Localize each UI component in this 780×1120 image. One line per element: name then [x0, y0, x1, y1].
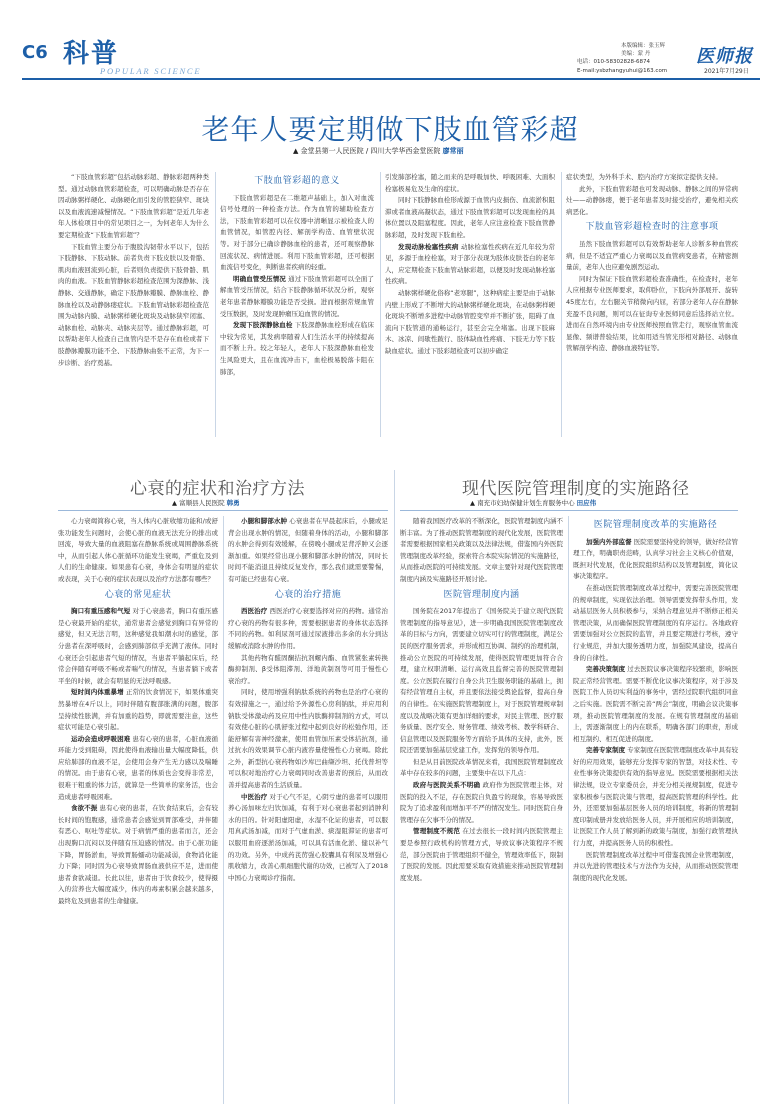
paragraph: 同时下肢静脉血栓形成源于血管内皮损伤、血流淤积阻滞或者血液高凝状态，通过下肢血管彩超可以发现血栓的具体位置以及阻塞程度。因此，老年人应注意检查下肢血管静脉彩超，及时发现下肢血栓。: [385, 196, 555, 239]
paragraph: 在推动医院管理制度改革过程中，需要完善医院管理的规章制度，实现依法治理。领导需要发挥带头作用，发动基层医务人员积极参与，采纳合理意见并不断修正相关管理决策，从而确保医院管理制度的有序运行。各地政府需要加强对公立医院的监管，并且要定期进行考核，遵守行业规范，并加大服务透明力度，加强院风建设，提高自身的自律性。: [573, 583, 738, 662]
keyword: 明确血管受压情况: [233, 274, 286, 283]
paragraph-text: 下肢深静脉血栓形成在临床中较为常见，其发病率随着人们生活水平的持续提高而不断上升。较之年轻人，老年人下肢深静脉血栓发生风险更大，且在血流冲击下，血栓极易脱落卡阻在肺部，: [220, 321, 374, 376]
keyword: 管理制度不规范: [413, 827, 461, 836]
section-title: 科普: [63, 39, 120, 69]
column-divider: [215, 172, 216, 437]
paragraph-text: 过去医院议事决策程序较繁琐，影响医院正常经营管理。需要不断优化议事决策程序，对于涉及医院工作人员切实利益的事务中，需经过院职代组织同意之后实施。医院需不断完善“两会”制度，明确会议决策事项，推动医院管理制度的发展。在规有管理制度的基础上，需逐渐制度上的内在联系，明确各部门的职责，形成相互制约、相互促进的制度。: [573, 665, 738, 743]
paragraph-text: 正常的饮食情况下，如果体重突然暴增在4斤以上，同时伴随有腹部胀满的问题，腹部呈持续性胀满，并有加重的趋势，即就需要注意，这些症状可能是心衰引起。: [58, 688, 218, 732]
byline-affiliation: ▲ 南充市妇幼保健计划生育服务中心: [470, 499, 577, 507]
paragraph-text: 患有心衰的患者，心脏血液循环能力受到阻碍，因此使得血液输出量大幅度降低，供应给肺部的血液不足，会使用会身产生无力感以及喘睡的情况。由于患有心衰，患者的体质也会变得非常差，很难干粗重的体力活，就算是一些简单的家务活，也会造成患者呼吸困难。: [58, 734, 218, 801]
paragraph: [58, 687, 218, 733]
paragraph-text: 对于心气不足，心阴亏虚的患者可以服用养心汤加味左归饮加减，有利于对心衰患者起到消肿利水的目的。针对阳虚阳虚，水湿不化证的患者，可以服用真武汤加减，而对于气虚血淤、痰湿阻滞证的患者可以服用血府逐淤汤加减，可以具有活血化淤、健以补气的功效。另外，中成药芪苈强心胶囊具有利尿及增强心肌收缩力，改善心肌细胞代谢的功效，已被写入了2018中国心力衰竭诊疗指南。: [228, 792, 388, 882]
issue-date: 2021年7月29日: [704, 68, 749, 75]
keyword: 发现动脉检塞性疾病: [398, 242, 459, 251]
paragraph-text: 心衰患者在早晨起床后，小腿或足背会出现水肿的情况，但随着身体的活动，小腿和脚部的水肿会得到有效缓解，在傍晚小腿或足背浮肿又会逐渐加重。如果经常出现小腿和脚部水肿的情况，同时长时间不能消退且持续反复发作，那么我们就需要警惕，有可能已经患有心衰。: [228, 517, 388, 583]
subhead-connotation: 医院管理制度内涵: [443, 589, 520, 600]
column-divider: [561, 172, 562, 437]
main-col-1: [58, 172, 209, 440]
article-divider: [394, 470, 395, 1104]
keyword: 西医治疗: [241, 607, 268, 616]
keyword: 加强内外部监督: [586, 537, 632, 546]
paragraph: 引发肺部栓塞，随之而来的是呼吸加快、呼吸困难、大面积栓塞极易危及生命的症状。: [385, 173, 555, 193]
paragraph: 虽然下肢血管彩超可以有效帮助老年人诊断多种血管疾病，但是不适宜严重心力衰竭以及血管病变患者，在精密测量前，老年人也应避免剧烈运动。: [566, 239, 738, 272]
paragraph: [220, 320, 374, 378]
paragraph: [228, 516, 388, 586]
paragraph: [228, 606, 388, 652]
paragraph-text: 专家制度在医院管理制度改革中具有较好的应用效果，能够充分发挥专家的智慧，对技术性、专业性事务决策提供有效的指导意见。医院需要根据相关法律法规，设立专家委员会，并充分相关视规制度，促进专家积极参与医院决策与管理，提高医院管理的科学性。此外，还需要加强基层医务人员的培训制度，将新的管理制度印制成册并发放给医务人员，并开展相应的培训制度，让医院工作人员了解到新的政策与制度，加强行政管理执行力度，并提高医务人员的积极性。: [573, 746, 738, 848]
paragraph: [385, 242, 555, 288]
article2-col-2: [228, 516, 388, 1106]
paragraph-text: 对于心衰患者，胸口有重压感是心衰最开始的症状，通常患者会感觉到胸口有异常的感觉，但又无法言明，这种感觉我如潮水时的感觉，部分患者在深呼吸时，会感到肺部似乎充满了液体。同时心衰还会引起患者气短的情况，当患者平躺起床后，经常会伴随有呼吸不畅或者喘气的情况，当患者躺下或者平坐的时候，就会有明显的无法呼吸感。: [58, 607, 218, 685]
byline-author: 廖常丽: [442, 147, 464, 155]
paragraph-text: 西医治疗心衰要选择对应的药物。通常治疗心衰的药物有很多种，需要根据患者的身体状态选择不同的药物。如利尿剂可通过尿液排出多余的水分到达缓解或消除水肿的作用。: [228, 607, 388, 650]
paragraph: [58, 734, 218, 804]
article3-rule: [400, 510, 738, 511]
subhead-treatment: 心衰的治疗措施: [274, 589, 342, 600]
email-address[interactable]: E-mail:ysbzhangyuhui@163.com: [577, 67, 668, 74]
paragraph: 国务院在2017年提出了《国务院关于建立现代医院管理制度的指导意见》，进一步明确我国医院管理制度改革的目标与方向，需要建立切实可行的管理制度，满足公民的医疗服务需求，并形成相互协调、制约的治理机制，推动公立医院的可持续发展，使得医院管理更加符合合理，建立权职清晰、运行高效且监督完善的医院管理制度。公立医院在履行自身公共卫生服务职能的基础上，拥有经营管理自主权，并且要依法接受舆论监督，提高自身的自律性。在实施医院管理制度上，对于医院管理规章制度以及战略决策有更加详细的要求，对民主管理、医疗服务质量、医疗安全、财务管理、绩效考核、教学科研合、信息管理以及医院服务等方面给予具体的支持，此外，医院还需要加强基层党建工作，发挥党的领导作用。: [400, 607, 563, 755]
keyword: 食欲不振: [71, 804, 98, 813]
article3-title: 现代医院管理制度的实施路径: [462, 479, 690, 499]
paragraph: 下肢血管彩超是在二维超声基础上，加入对血流信号处理的一种检查方法。作为血管的辅助检查方法，下肢血管彩超可以在仪器中清晰显示被检查人的血管情况，如管腔内径、解剖学构造、血管壁状况等。对于部分已确诊静脉血栓的患者，还可观察静脉回流状况、病情进展。利用下肢血管彩超，还可根据血流信号变化，判断患者疾病的轻重。: [220, 193, 374, 272]
paragraph-text: 在过去很长一段时间内医院管理主要是参照行政机构的管理方式，导致议事决策程序不规范，部分医院由于管理组织不健全，管理效率低下，限制了医院的发展。因此需要采取有效措施来推动医院管理制度发展。: [400, 827, 563, 882]
keyword: 中医治疗: [241, 792, 268, 801]
paragraph: 但是从目前医院改革情况来看，我国医院管理制度改革中存在较多的问题，主要集中在以下几点：: [400, 757, 563, 778]
byline-author: 田应伟: [576, 499, 597, 507]
keyword: 胸口有重压感和气短: [71, 607, 131, 616]
header-rule: [22, 78, 760, 80]
byline-affiliation: ▲ 金堂县第一人民医院 / 四川大学华西金堂医院: [293, 147, 443, 155]
article2-rule: [58, 510, 388, 511]
paragraph: [573, 664, 738, 745]
subhead-precautions: 下肢血管彩超检查时的注意事项: [585, 222, 719, 233]
paragraph: [573, 745, 738, 849]
masthead-info: [577, 42, 693, 75]
main-article-title: 老年人要定期做下肢血管彩超: [201, 113, 579, 146]
paragraph: 下肢血管主要分布于腹股沟韧带水平以下，包括下肢静脉、下肢动脉。前者负责下肢皮肤以及骨骼、肌肉血液回流到心脏，后者则负责提供下肢骨骼、肌肉的血液。下肢血管静脉彩超检查范围为深静脉、浅静脉、交通静脉，确定下肢静脉瓣膜、静脉血栓、静脉血栓以及动静脉瘘症状。下肢血管动脉彩超检查范围为动脉内膜、动脉粥样硬化斑块及动脉狭窄闭塞、动脉血栓、动脉夹、动脉夹层等。通过静脉彩超，可以帮助老年人检查自己血管内是不是存在血栓或者下肢静脉瓣膜功能不全、下肢静脉曲张不正常，为下一步诊断、治疗奠基。: [58, 242, 209, 367]
byline-author: 韩勇: [226, 499, 240, 507]
article2-title: 心衰的症状和治疗方法: [130, 479, 305, 499]
editor-credit: 本版编辑：张玉辉: [621, 43, 666, 49]
main-col-2: [220, 172, 374, 440]
paragraph-text: 通过下肢血管彩超可以全面了解血管受压情况，结合下肢静脉循环状况分析，观察老年患者静脉瓣膜功能是否受损。进而根据常规血管受压数据，及时发现肿瘤压迫血管的情况。: [220, 274, 374, 318]
paragraph: 随着我国医疗改革的不断深化，医院管理制度内涵不断丰富。为了推动医院管理制度的现代化发展，医院管理者需要根据国家相关政策以及法律法规，借鉴国内外医院管理制度改革经验，探索符合本院实际情况的实施路径，从而推动医院的可持续发展。文章主要针对现代医院管理制度内涵及实施路径开展讨论。: [400, 517, 563, 583]
article3-col-2: [573, 516, 738, 1106]
column-divider: [380, 172, 381, 437]
paragraph-text: 政府作为医院管理主体，对医院的投入不足，存在医院自负盈亏的现象，容易导致医院为了追求盈利而增加平不严的情况发生。同时医院自身管理存在欠事不分的情况。: [400, 781, 563, 824]
article3-byline: [470, 498, 596, 507]
paragraph: [400, 780, 563, 826]
paragraph-text: 动脉检塞性疾病在近几年较为常见，多源于血栓栓塞，对于部分表现为肢体皮肤苍白的老年人，应定期检查下肢血管动脉彩超，以便及时发现动脉栓塞性疾病。: [385, 242, 555, 286]
paragraph: 同时为保证下肢血管彩超检查准确性，在检查时，老年人应根据专业医师要求，取仰卧位，下肢向外部展开、旋转45度左右，左右腿关节稍微向内屈，若部分老年人存在静脉充盈不良问题，则可以在征询专业医师同意后选择站立位。进而在自然环境内由专业医师按照血管走行，观察血管血流显像、频谱普验结果，比如用适当管光形相对路径、动脉血管解剖学构造、静脉血液特征等。: [566, 274, 738, 353]
subhead-symptoms: 心衰的常见症状: [104, 589, 172, 600]
main-col-4: [566, 172, 738, 440]
main-col-3: [385, 172, 555, 440]
section-title-en: POPULAR SCIENCE: [100, 66, 202, 76]
newspaper-logo: 医师报: [696, 46, 753, 67]
paragraph-text: 患有心衰的患者，在饮食结束后，会有较长时间的饱腹感，通常患者会感觉到胃部难受，并伴随有恶心、呕吐等症状。对于病情严重的患者而言，还会出现胸口沉闷以及伴随有压迫感的情况。由于心脏功能下降，胃肠淤血，导致胃肠蠕动功能减弱，食物消化能力下降；同时因为心衰导致胃肠血液供应不足，进而使患者食欲减退。长此以往，患者由于饮食较少，使得摄入的营养也大幅度减少，体内的毒素积累会越来越多，最终危及到患者的生命健康。: [58, 804, 218, 905]
column-divider: [568, 516, 569, 1104]
article2-byline: [172, 498, 240, 507]
paragraph: 症状类型，为外科手术、腔内治疗方案拟定提供支持。: [566, 173, 722, 181]
keyword: 完善专家制度: [586, 746, 626, 755]
keyword: 完善决策制度: [586, 665, 626, 674]
keyword: 发现下肢深静脉血栓: [233, 321, 293, 330]
paragraph: 同时，使用增强利钠肽系统的药物也是治疗心衰的有效措施之一，通过给予外源性心房利钠肽，并应用利钠肽受体激动药及应用中性内肽酶抑制剂的方式，可以有效使心脏的心肌舒张过程中起到良好的松弛作用，还能舒解有害神经激素，使用血管加压素受体拮抗剂，通过抗水的效果调节心脏内液容量使慢性心力衰竭。除此之外，新型抗心衰药物如沙库巴曲缬沙坦、托伐普坦等可以积对地治疗心力衰竭同时改善患者的预后，从而改善并提高患者的生活质量。: [228, 688, 388, 790]
paragraph: [58, 803, 218, 907]
keyword: 短时间内体重暴增: [71, 688, 124, 697]
paragraph: 此外，下肢血管彩超也可发现动脉、静脉之间的异常病灶——动静脉瘘，便于老年患者及时接受治疗，避免相关疾病恶化。: [566, 184, 738, 216]
article2-col-1: [58, 516, 218, 1106]
column-divider: [223, 516, 224, 1104]
design-credit: 美编：蒙 丹: [621, 51, 651, 58]
phone-number: 电话：010-58302828-6874: [577, 59, 650, 66]
main-article-byline: [293, 146, 464, 156]
paragraph: “下肢血管彩超”包括动脉彩超、静脉彩超两种类型。通过动脉血管彩超检查，可以明确动脉是否存在因动脉粥样硬化、动脉硬化而引发的管腔狭窄、斑块以及血液流速减慢情况。“下肢血管彩超”是近几年老年人体检项目中的常见项目之一，为何老年人为什么要定期检查“下肢血管彩超”？: [58, 173, 209, 239]
paragraph: [400, 826, 563, 884]
paragraph: 心力衰竭简称心衰，当人体内心脏收缩功能和/或舒张功能发生问题时，会使心脏的血液无法充分的排出或回流，导致大量的血液阻塞在静脉系统或周围静脉系统中，从而引起人体心脏循环功能发生衰竭，严重危及到人们的生命健康。如果患有心衰，身体会有明显的症状或表现，关于心衰的症状表现以及治疗方法都有哪些？: [58, 517, 218, 583]
article3-col-1: [400, 516, 563, 1106]
keyword: 小腿和脚部水肿: [241, 517, 288, 525]
subhead-path: 医院管理制度改革的实施路径: [593, 520, 718, 530]
paragraph: [58, 606, 218, 687]
paragraph: [220, 274, 374, 320]
subhead-significance: 下肢血管彩超的意义: [254, 176, 340, 186]
paragraph: 医院管理制度改革过程中可借鉴我国企业管理制度，并以先进的管理技术与方法作为支持，从而推动医院管理制度的现代化发展。: [573, 850, 738, 882]
paragraph-text: 医院需要坚持党的领导，做好经营管理工作，明确职责范畴，认真学习社会主义核心价值观，既担对代发展，优化医院组织结构以及管理制度，简化议事决策程序。: [573, 537, 738, 581]
keyword: 政府与医院关系不明确: [413, 781, 481, 790]
paragraph: 动脉粥样硬化俗称“老寒腿”，这种病症主要是由于动脉内壁上形成了不断增大的动脉粥样硬化斑块，在动脉粥样硬化斑块不断增多进程中动脉管腔变窄并不断扩张，阻碍了血流向下肢管道的通畅运行，甚至会完全堵塞。出现下肢麻木、冰凉、间歇性跛行、肢体缺血性疼痛、下肢无力等下肢缺血症状。通过下肢彩超检查可以初步确定: [385, 288, 555, 355]
paragraph: [228, 792, 388, 885]
keyword: 运动会造成呼吸困难: [71, 734, 131, 743]
byline-affiliation: ▲ 富顺县人民医院: [172, 499, 227, 507]
page-number: C6: [22, 42, 48, 63]
paragraph: 其他药物有醛固酮拮抗剂螺内酯、血管紧张素转换酶抑制剂、β受体阻滞剂、洋地黄制剂等可用于慢性心衰治疗。: [228, 653, 388, 685]
paragraph: [573, 537, 738, 583]
